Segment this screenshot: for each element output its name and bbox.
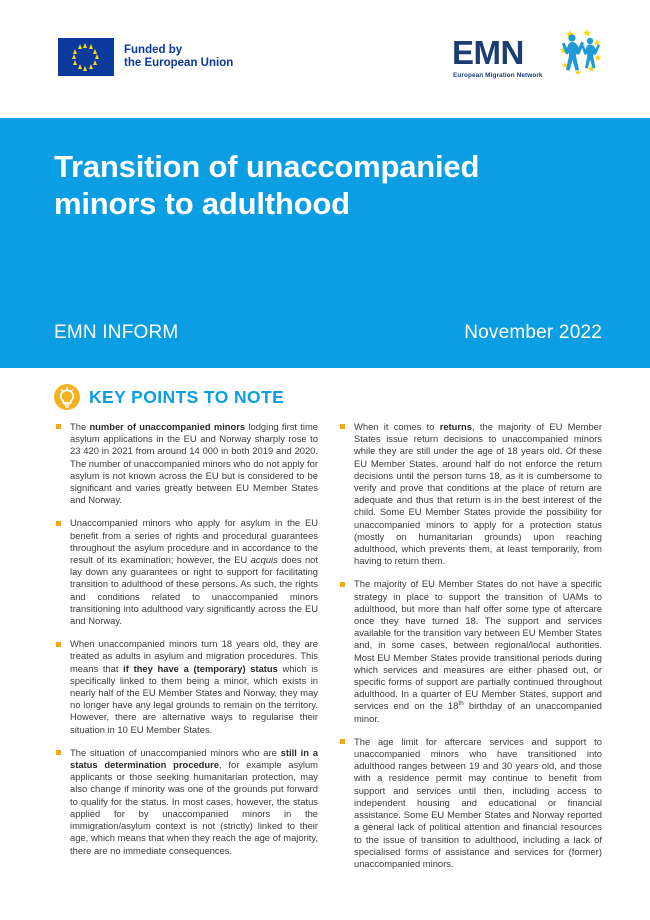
- key-points-columns: [54, 421, 602, 881]
- eu-star-icon: [93, 60, 97, 65]
- page-header: [0, 0, 650, 118]
- eu-star-icon: [89, 64, 93, 69]
- key-point-item: The age limit for aftercare services and support to unaccompanied minors who have transitioned into adulthood ranges between 19 and 30 years old, and those with a residence permit may continue to benefit from support and services until then, including access to independent housing and educational or financial assistance. Some EU Member States and Norway reported a general lack of political attention and financial resources to the issue of transition to adulthood, including a lack of specialised forms of assistance and services for (former) unaccompanied minors.: [338, 736, 602, 870]
- key-point-item: When unaccompanied minors turn 18 years old, they are treated as adults in asylum and migration procedures. This means that if they have a (temporary) status which is specifically linked to them being a minor, which exists in nearly half of the EU Member States and Norway, they may no longer have any legal grounds to remain on the territory. However, there are alternative ways to regularise their situation in 10 EU Member States.: [54, 638, 318, 736]
- emn-people-stars-icon: [540, 28, 602, 74]
- key-point-item: Unaccompanied minors who apply for asylum in the EU benefit from a series of rights and procedural guarantees throughout the asylum procedure and in accordance to the result of its examination; however, the EU acquis does not lay down any guarantees or right to support for facilitating transition to adulthood of these persons. As such, the rights and conditions related to unaccompanied minors transitioning into adulthood vary significantly across the EU and Norway.: [54, 517, 318, 627]
- eu-star-icon: [83, 66, 87, 71]
- emn-logo: [452, 28, 602, 86]
- eu-star-icon: [72, 54, 76, 59]
- eu-flag-icon: [58, 38, 114, 76]
- key-points-title: KEY POINTS TO NOTE: [89, 386, 285, 407]
- key-point-item: The number of unaccompanied minors lodging first time asylum applications in the EU and Norway sharply rose to 23 420 in 2021 from around 14 000 in both 2019 and 2020. The number of unaccompanied minors who do not apply for asylum is not known across the EU but is considered to be significant and varies greatly between EU Member States and Norway.: [54, 421, 318, 506]
- eu-star-icon: [73, 60, 77, 65]
- emn-subtitle: European Migration Network: [453, 72, 543, 79]
- key-points-right-list: [338, 421, 602, 870]
- banner-footer: [54, 322, 602, 344]
- publication-date: November 2022: [464, 322, 602, 343]
- key-points-header: [54, 384, 602, 410]
- emn-wordmark: EMN: [452, 34, 524, 71]
- eu-star-icon: [83, 43, 87, 48]
- eu-star-icon: [95, 54, 99, 59]
- lightbulb-icon: [54, 384, 80, 410]
- key-points-left-column: [54, 421, 318, 881]
- key-point-item: When it comes to returns, the majority of EU Member States issue return decisions to unaccompanied minors while they are still under the age of 18 years old. Of these EU Member States, around half do not enforce the return decisions until the person turns 18, as it is cumbersome to verify and prove that conditions at the place of return are adequate and thus that return is in the best interest of the child. Some EU Member States provide the possibility for unaccompanied minors to apply for a protection status (mostly on humanitarian grounds) upon reaching adulthood, which prevents them, at least temporarily, from having to return them.: [338, 421, 602, 567]
- eu-funding-line2: the European Union: [124, 57, 234, 69]
- title-banner: [0, 118, 650, 368]
- eu-funding-label: [124, 44, 233, 71]
- eu-funding-logo: [58, 38, 233, 76]
- eu-funding-line1: Funded by: [124, 43, 183, 56]
- eu-star-icon: [78, 64, 82, 69]
- key-point-item: The situation of unaccompanied minors who are still in a status determination procedure, for example asylum applicants or those seeking humanitarian protection, may also change if minority was one of the grounds put forward to qualify for the status. In most cases, however, the status applied for by unaccompanied minors in the immigration/asylum context is not (strictly) linked to their age, which means that when they reach the age of majority, there are no immediate consequences.: [54, 747, 318, 857]
- key-points-left-list: [54, 421, 318, 857]
- key-points-right-column: [338, 421, 602, 881]
- page-title: Transition of unaccompanied minors to adulthood: [54, 149, 480, 221]
- document-type-label: EMN INFORM: [54, 322, 179, 343]
- key-point-item: The majority of EU Member States do not have a specific strategy in place to support the transition of UAMs to adulthood, but more than half offer some type of aftercare once they have turned 18. The support and services available for the transition vary between EU Member States and, in some cases, between regional/local authorities. Most EU Member States provide transitional periods during which services and measures are either phased out, or specific forms of support are partially continued throughout adulthood. In a quarter of EU Member States, support and services end on the 18th birthday of an unaccompanied minor.: [338, 578, 602, 724]
- eu-star-icon: [78, 44, 82, 49]
- key-points-section: [0, 368, 650, 881]
- eu-star-icon: [93, 49, 97, 54]
